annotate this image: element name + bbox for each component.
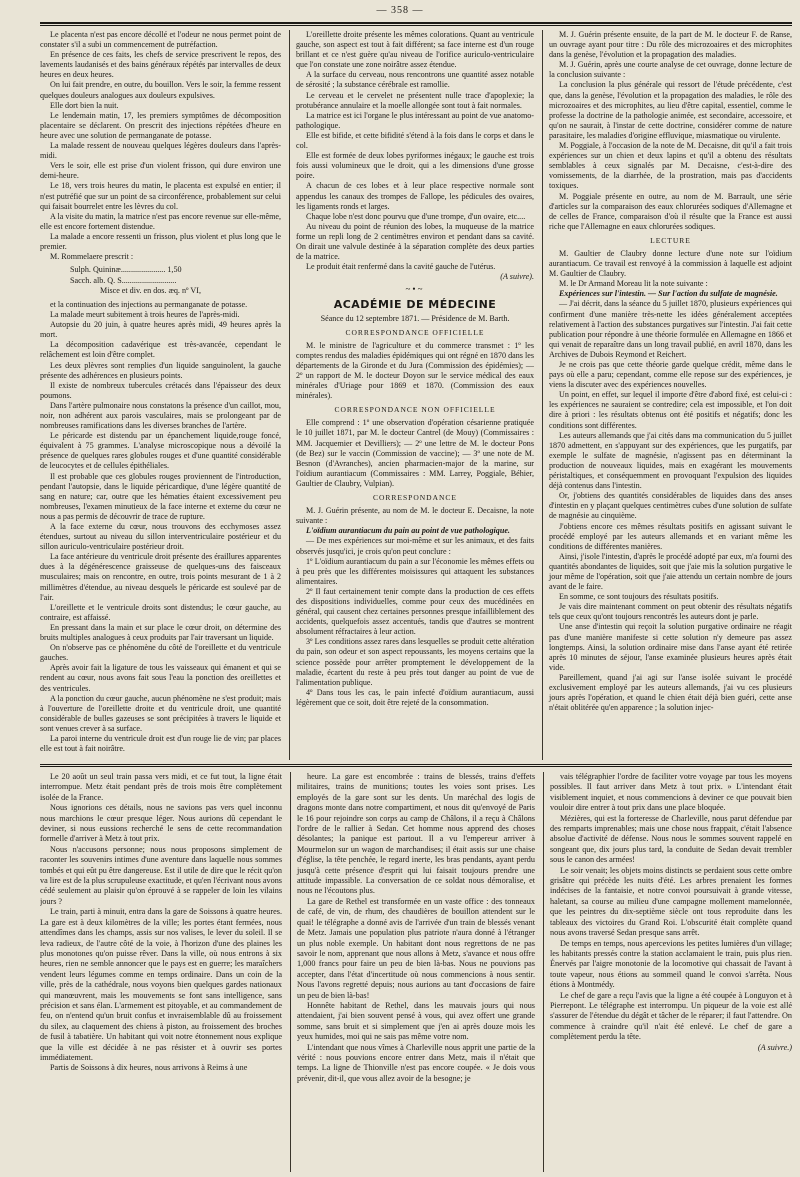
paragraph: A la visite du matin, la matrice n'est pas encore revenue sur elle-même, elle est encore fortement distendue. (40, 211, 281, 231)
paragraph: L'oreillette et le ventricule droits sont distendus; le cœur gauche, au contraire, est affaissé. (40, 602, 281, 622)
paragraph: Elle est formée de deux lobes pyriformes inégaux; le gauche est trois fois aussi volumineux que le droit, qui a les dimensions d'une grosse poire. (296, 151, 534, 181)
bottom-col3-paragraphs (550, 772, 792, 1043)
top-section (40, 30, 792, 760)
paragraph: Pareillement, quand j'ai agi sur l'anse isolée suivant le procédé exclusivement employé par les auteurs allemands, j'ai vu ces plusieurs jours après l'opération, et quand le chien était déjà bien guéri, cette anse n'était oblitérée qu'en apparence ; la solution injec- (549, 672, 792, 713)
paragraph: Elle comprend : 1º une observation d'opération césarienne pratiquée le 10 juillet 1871, par M. le docteur Cantrel (de Mouy) (Commissaires : MM. Jacquemier et Devilliers); — 2º une lettre de M. le docteur Pons (de Bez) sur le vaccin (Commission de vaccine); — 3º une note de M. Besnon (d'Avranches), ancien pharmacien-major de la marine, sur l'oïdium aurantiacum (Commissaires : MM. Larrey, Poggiale, Béhier, Gaultier de Claubry, Vulpian). (296, 418, 534, 488)
paragraph: 4º Dans tous les cas, le pain infecté d'oïdium aurantiacum, aussi légèrement que ce soit, doit être rejeté de la consommation. (296, 687, 534, 707)
paragraph: Le chef de gare a reçu l'avis que la ligne a été coupée à Longuyon et à Pierrepont. Le télégraphe est interrompu. Un piqueur de la voie est allé s'assurer de l'étendue du dégât et tâcher de le réparer; il faut l'attendre. On commence à craindre qu'il n'ait été enlevé. Le chef de gare a complètement perdu la tête. (550, 990, 792, 1042)
paragraph: M. J. Guérin présente ensuite, de la part de M. le docteur F. de Ranse, un ouvrage ayant pour titre : Du rôle des microzoaires et des microphites dans la genèse, l'évolution et la propagation des maladies. (549, 30, 792, 60)
col1-paragraphs (40, 30, 281, 262)
lecture-text: M. Gaultier de Claubry donne lecture d'une note sur l'oïdium aurantiacum. Ce travail est renvoyé à la commission à laquelle est adjoint M. Gaultier de Claubry. (549, 248, 792, 279)
paragraph: L'intendant que nous vîmes à Charleville nous apprit une partie de la vérité : nous pouvions encore entrer dans Metz, mais il n'était que temps. La ligne de Thionville n'est pas encore coupée. « Je dois vous prévenir, dit-il, que vous allez avoir de la besogne; je (297, 1042, 535, 1083)
paragraph: Le péricarde est distendu par un épanchement liquide,rouge foncé, équivalent à 75 grammes. L'analyse microscopique nous a dévoilé la présence de quelques rares globules rouges et d'une quantité considérable de leucocytes et de cellules épithéliales. (40, 431, 281, 471)
col3b-paragraphs (549, 299, 792, 713)
column-1 (40, 30, 281, 760)
paragraph: Chaque lobe n'est donc pourvu que d'une trompe, d'un ovaire, etc.... (306, 211, 526, 221)
feuilleton-section (40, 772, 792, 1172)
paragraph: La matrice est ici l'organe le plus intéressant au point de vue anatomo-pathologique. (296, 110, 534, 130)
paragraph: Les auteurs allemands que j'ai cités dans ma communication du 5 juillet 1870 admettent, en s'appuyant sur des expériences, que les purgatifs, par exemple le sulfate de magnésie, n'agissent pas en déterminant la production de nouveaux liquides, mais en exagérant les mouvements péristaltiques, et conséquemment en provoquant l'expulsion des liquides déjà contenus dans l'intestin. (549, 430, 792, 491)
paragraph: La décomposition cadavérique est très-avancée, cependant le relâchement est loin d'être complet. (40, 340, 281, 360)
recipe-line2-dots: .......................... (123, 275, 177, 285)
paragraph: De temps en temps, nous apercevions les petites lumières d'un village; les habitants pressés contre la station acclamaient le train, puis plus rien. Énervés par l'aigre monotonie de la locomotive qui chassait de l'avant à toute vapeur, nous étions au sommeil quand le convoi s'arrêta. Nous étions à Montmédy. (550, 938, 792, 990)
col1b-paragraphs (40, 300, 281, 754)
bottom-col2-paragraphs (297, 772, 535, 1084)
paragraph: Un point, en effet, sur lequel il importe d'être d'abord fixé, est celui-ci : les expériences ne sauraient se contredire; cela est impossible, et l'on doit dire à priori : les résultats obtenus ont été positifs et négatifs; donc les conditions sont différentes. (549, 390, 792, 430)
paragraph: J'obtiens encore ces mêmes résultats positifs en agissant suivant le procédé employé par les auteurs allemands et en variant même les conditions de différentes manières. (549, 521, 792, 551)
paragraph: En présence de ces faits, les chefs de service prescrivent le repos, des lavements laudanisés et des bains généraux répétés par intervalles de deux heures en deux heures. (40, 50, 281, 80)
paragraph: Nous n'accusons personne; nous nous proposons simplement de raconter les souvenirs intimes d'une aventure dans laquelle nous sommes tombés et qui eût pu être dangereuse. Est il utile de dire que le récit qu'on va lire est de la plus scrupuleuse exactitude, et qu'en l'écrivant nous avons cédé seulement au plaisir qu'on éprouvé à se rappeler de loin les vilains jours ? (40, 844, 282, 906)
paragraph: Partis de Soissons à dix heures, nous arrivons à Reims à une (50, 1063, 248, 1073)
paragraph: L'oreillette droite présente les mêmes colorations. Quant au ventricule gauche, son aspect est tout à fait différent; sa face interne est d'un rouge brillant et ce n'est guère qu'au niveau de l'orifice auriculo-ventriculaire que l'on constate une zone noirâtre assez étendue. (296, 30, 534, 70)
col2b-paragraphs (296, 536, 534, 708)
paragraph: Les deux plèvres sont remplies d'un liquide sanguinolent, la gauche présente des adhérences en plusieurs points. (40, 360, 281, 380)
paragraph: M. Rommelaere prescrit : (50, 252, 134, 262)
paragraph: — De mes expériences sur moi-même et sur les animaux, et des faits observés jusqu'ici, je crois qu'on peut conclure : (296, 536, 534, 556)
paragraph: — J'ai décrit, dans la séance du 5 juillet 1870, plusieurs expériences qui confirment d'une manière très-nette les idées généralement acceptées relativement à l'action des substances purgatives sur l'intestin. J'ai fait cette publication pour répondre à une théorie formulée en Allemagne en 1866 et qui venait de reparaître dans un long travail publié, en avril 1870, dans les Archives de Dubois Reymond et Reichert. (549, 299, 792, 359)
unofficial-correspondence-text (296, 418, 534, 489)
official-correspondence-text (296, 341, 534, 402)
paragraph: Elle est bifide, et cette bifidité s'étend à la fois dans le corps et dans le col. (296, 130, 534, 151)
paragraph: Le placenta n'est pas encore décollé et l'odeur ne nous permet point de constater s'il a subi un commencement de putréfaction. (40, 30, 281, 50)
col2-signature: (A suivre). (500, 272, 534, 282)
paragraph: A la surface du cerveau, nous rencontrons une quantité assez notable de sérosité ; la substance cérébrale est ramollie. (296, 70, 534, 90)
column-3 (542, 30, 792, 760)
correspondence-heading: CORRESPONDANCE (372, 493, 457, 503)
paragraph: 2º Il faut certainement tenir compte dans la production de ces effets des dispositions individuelles, comme pour ceux des mucédinées en général, qui causent chez certaines personnes presque infailliblement des accidents, quelquefois assez accentués, tandis que d'autres se montrent absolument réfractaires à leur action. (296, 586, 534, 637)
paragraph: Après avoir fait la ligature de tous les vaisseaux qui émanent et qui se rendent au cœur, nous avons fait sous l'eau la ponction des oreillettes et des ventricules. (40, 663, 281, 693)
paragraph: Vers le soir, elle est prise d'un violent frisson, qui dure environ une demi-heure. (40, 161, 281, 181)
paragraph: Le produit était renfermé dans la cavité gauche de l'utérus. (306, 262, 496, 272)
paragraph: Je ne crois pas que cette théorie garde quelque crédit, même dans le pays où elle a paru; cependant, comme elle repose sur des expériences, je viens la discuter avec des expériences nouvelles. (549, 360, 792, 390)
col2-paragraphs (296, 30, 534, 272)
paragraph: 1º L'oïdium aurantiacum du pain a sur l'économie les mêmes effets ou à peu près que les différentes moisissures qui attaquent les substances alimentaires. (296, 556, 534, 586)
paragraph: La malade meurt subitement à trois heures de l'après-midi. (50, 310, 240, 320)
paragraph: La malade a encore ressenti un frisson, plus violent et plus long que le premier. (40, 231, 281, 251)
official-correspondence-heading: CORRESPONDANCE OFFICIELLE (345, 327, 485, 337)
oidium-title: L'oïdium aurantiacum du pain au point de vue pathologique. (306, 526, 510, 536)
paragraph: Nous ignorions ces détails, nous ne savions pas vers quel inconnu nous marchions le cœur presque léger. Nous aurions dû cependant le deviner, si nous eussions recherché le sens de cette recommandation formelle d'arriver à Metz à tout prix. (40, 803, 282, 844)
paragraph: On n'observe pas ce phénomène du côté de l'oreillette et du ventricule gauches. (40, 643, 281, 663)
paragraph: Le 18, vers trois heures du matin, le placenta est expulsé en entier; il n'est putréfié que sur un point de sa circonférence, probablement sur celui qui faisait bourrelet entre les lèvres du col. (40, 181, 281, 211)
column-2 (289, 30, 534, 760)
paragraph: M. J. Guérin, après une courte analyse de cet ouvrage, donne lecture de la conclusion suivante : (549, 60, 792, 80)
paragraph: La conclusion la plus générale qui ressort de l'étude précédente, c'est que, dans la genèse, l'évolution et la propagation des maladies, le rôle des microzoaires et des microphites, au lieu d'être capital, essentiel, comme le professe la doctrine de la pathologie animée, est secondaire, accessoire, et qu'on ne saurait, à l'instar de cette doctrine, considérer comme de nature parasitaire, les maladies d'origine effluvique, miasmatique ou virulente. (549, 80, 792, 140)
paragraph: Il est probable que ces globules rouges proviennent de l'introduction, pendant l'autopsie, dans le liquide péricardique, d'une légère quantité de sang en nature; car, outre que les hématies étaient excessivement peu nombreuses, l'examen minutieux de la face interne et externe du cœur ne nous a pas permis de découvrir de trace de rupture. (40, 471, 281, 521)
paragraph: Je vais dire maintenant comment on peut obtenir des résultats négatifs tels que ceux qu'ont toujours rencontrés les auteurs dont je parle. (549, 602, 792, 622)
bottom-column-1 (40, 772, 282, 1172)
paragraph: Le soir venait; les objets moins distincts se perdaient sous cette ombre grisâtre qui précède les nuits d'été. Les arbres prenaient les formes indécises de la fantaisie, et notre convoi poursuivait à grande vitesse, haletant, sa course au milieu d'une campagne mollement mamelonnée, que les peintres du dix-septième siècle ont tous reproduite dans les tableaux des victoires du Grand Roi. L'obscurité était complète quand nous avons traversé Sedan presque sans arrêt. (550, 865, 792, 938)
paragraph: A la face externe du cœur, nous trouvons des ecchymoses assez étendues, surtout au niveau du sillon interventriculaire postérieur et du sillon auriculo-ventriculaire postérieur droit. (40, 522, 281, 552)
feuilleton-separator (40, 764, 792, 767)
paragraph: 3º Les conditions assez rares dans lesquelles se produit cette altération du pain, son odeur et son aspect repoussants, les moyens certains que la science possède pour arrêter promptement le développement de la maladie, écartent du reste à peu près tout danger au point de vue de l'alimentation publique. (296, 637, 534, 687)
paragraph: Le cerveau et le cervelet ne présentent nulle trace d'apoplexie; la protubérance annulaire et la moelle allongée sont tout à fait normales. (296, 90, 534, 110)
paragraph: Or, j'obtiens des quantités considérables de liquides dans des anses d'intestin en y plaçant quelques centimètres cubes d'une solution de sulfate de magnésie au cinquième. (549, 491, 792, 521)
paragraph: Honnête habitant de Rethel, dans les mauvais jours qui nous attendaient, j'ai bien souvent pensé à vous, qui avez offert une grande somme, sans bruit et si simplement que j'en ai après douze mois les yeux humides, moi qui ne sais pas même votre nom. (297, 1000, 535, 1042)
paragraph: vais télégraphier l'ordre de faciliter votre voyage par tous les moyens possibles. Il faut arriver dans Metz à tout prix. » L'intendant était visiblement inquiet, et nous commencions à deviner ce que pouvait bien vouloir dire entrer à tout prix dans une place bloquée. (550, 772, 792, 813)
prescription (70, 265, 281, 297)
paragraph: En somme, ce sont toujours des résultats positifs. (559, 592, 719, 602)
recipe-line1-qty: 1,50 (167, 265, 182, 275)
lecture-heading: LECTURE (650, 235, 691, 245)
paragraph: Le 20 août un seul train passa vers midi, et ce fut tout, la ligne était interrompue. Metz était pendant près de trois mois être complètement isolée de la France. (40, 772, 282, 802)
paragraph: On lui fait prendre, en outre, du bouillon. Vers le soir, la femme ressent quelques douleurs analogues aux douleurs expulsives. (40, 80, 281, 100)
paragraph: et la continuation des injections au permanganate de potasse. (50, 299, 248, 309)
page-number: — 358 — (376, 5, 424, 16)
paragraph: A la ponction du cœur gauche, aucun phénomène ne s'est produit; mais à l'ouverture de l'oreillette droite et du ventricule droit, une quantité considérable de bulles gazeuses se sont précipitées à travers le liquide et sont venues crever à sa surface. (40, 693, 281, 733)
paragraph: M. le ministre de l'agriculture et du commerce transmet : 1º les comptes rendus des maladies épidémiques qui ont régné en 1870 dans les départements de la Gironde et du Jura (Commission des épidémies); — 2º un rapport de M. le docteur Doyon sur le service médical des eaux minérales d'Uriage pour 1869 et 1870. (Commission des eaux minérales). (296, 340, 534, 401)
recipe-line2-name: Sacch. alb. Q. S. (70, 275, 124, 285)
paragraph: Au niveau du point de réunion des lobes, la muqueuse de la matrice forme un repli long de 2 centimètres environ et pendant dans sa cavité. On dirait une valvule destinée à la séparation complète des deux parties de la matrice. (296, 221, 534, 262)
paragraph: Une anse d'intestin qui reçoit la solution purgative ordinaire ne réagit pas d'une manière manifeste si cette solution n'y demeure pas assez longtemps. Ainsi, la solution ordinaire mise dans l'anse ayant été retirée après 10 minutes de séjour, l'anse examinée plusieurs heures après était vide. (549, 622, 792, 672)
paragraph: Mézières, qui est la forteresse de Charleville, nous parut défendue par des remparts imprenables; mais une chose nous frappait, c'était l'absence absolue d'activité de défense. Nous nous le sommes souvent rappelé en songeant que, dix jours plus tard, la conduite de Sedan devait trembler sous le canon des armées! (550, 813, 792, 865)
paragraph: Elle dort bien la nuit. (50, 100, 119, 110)
paragraph: En pressant dans la main et sur place le cœur droit, on détermine des bruits multiples analogues à ceux produits par l'air traversant un liquide. (40, 622, 281, 643)
paragraph: heure. La gare est encombrée : trains de blessés, trains d'effets militaires, trains de munitions; toutes les voies sont prises. Les employés de la gare sont sur les dents. Un maréchal des logis de dragons monte dans notre compartiment, et nous dit qu'envoyé de Paris le 16 pour rejoindre son corps au camp de Châlons, il a reçu à Châlons l'ordre de le rallier à Sedan. Cet homme nous apprend des choses désolantes; la panique est partout. Il a vu l'empereur arriver à Mourmelon sur un wagon de marchandises; il était assis sur une chaise d'église, la tête penchée, le regard inerte, les bras pendants, ayant perdu jusqu'à cette présence d'esprit qui lui faisait toujours prendre une attitude impassible. La conversation de ce soldat nous démoralise, et nous ne l'écoutons plus. (297, 772, 535, 896)
paragraph: Le lendemain matin, 17, les premiers symptômes de décomposition placentaire se déclarent. On prescrit des injections répétées d'heure en heure avec une solution de permanganate de potasse. (40, 110, 281, 140)
paragraph: Le train, parti à minuit, entra dans la gare de Soissons à quatre heures. La gare est à deux kilomètres de la ville; les portes étant fermées, nous attendîmes dans les champs, assis sur nos valises, le lever du soleil. Il se leva radieux, de l'autre côté de la voie, à l'horizon d'une des plaines les plus monotones qu'on puisse rêver. Dans la ville, où nous entrons à six heures, rien ne semble annoncer que le pays est en guerre; les maraîchers vendent leurs légumes comme en temps ordinaire. Dans un coin de la ville, près de la cathédrale, nous voyons bien quelques gardes nationaux qui manœuvrent, mais les mouvements se font sans intelligence, sans précision et sans élan. L'armement est pitoyable, et au commandement de feu, on n'entend qu'un bruit confus et invraisemblable dû au froissement du silex, au claquement des chiens à piston, au froissement des broches de fusil à tabatière. Un habitant qui voit notre étonnement nous explique que la ville est décidée à ne pas résister et à ouvrir ses portes immédiatement. (40, 907, 282, 1062)
paragraph: Dans l'artère pulmonaire nous constatons la présence d'un caillot, mou, noir, non adhérent aux parois vasculaires, mais se prolongeant par de nombreuses ramifications dans les diverses branches de l'artère. (40, 400, 281, 431)
paragraph: La paroi interne du ventricule droit est d'un rouge lie de vin; par places elle est tout à fait noirâtre. (40, 733, 281, 754)
top-rule (40, 22, 792, 26)
paragraph: M. Poggiale, à l'occasion de la note de M. Decaisne, dit qu'il a fait trois expériences sur un chien et deux lapins et qu'il a obtenu des résultats semblables à ceux signalés par M. Decaisne, c'est-à-dire des vomissements, de la diarrhée, de la prostration, mais pas d'accidents toxiques. (549, 141, 792, 191)
correspondence-intro: M. J. Guérin présente, au nom de M. le docteur E. Decaisne, la note suivante : (296, 506, 534, 526)
paragraph: La malade ressent de nouveau quelques légères douleurs dans l'après-midi. (40, 141, 281, 161)
recipe-line3: Misce et div. en dos. æq. nº VI, (100, 286, 201, 296)
paragraph: A chacun de ces lobes et à leur place respective normale sont appendus les canaux des trompes de Fallope, les pédicules des ovaires, les ligaments ronds et larges. (296, 181, 534, 211)
paragraph: La gare de Rethel est transformée en un vaste office : des tonneaux de café, de vin, de rhum, des chaudières de bouillon attendent sur le quai! le télégraphe a donné avis de l'arrivée d'un train de blessés venant de Metz. Jamais une population plus patriote n'aura donné à l'étranger un plus noble exemple. Un habitant dont nous regrettons de ne pas savoir le nom, apprenant que nous allons à Metz, s'avance et nous offre 1,000 francs pour faire un peu de bien là-bas. Nous ne pouvions pas accepter, dans l'état d'incertitude où nous commencions à nous sentir. Nous l'avons regretté depuis; nous aurions au tant d'occasions de faire un peu de bien là-bas! (297, 896, 535, 1000)
paragraph: M. Poggiale présente en outre, au nom de M. Barrault, une série d'articles sur la comparaison des eaux chlorurées sodiques d'Allemagne et de celles de France, comparaison d'où il résulte que la France est aussi riche que l'Allemagne en eaux chlorurées sodiques. (549, 191, 792, 231)
paragraph: Il existe de nombreux tubercules crétacés dans l'épaisseur des deux poumons. (40, 380, 281, 400)
recipe-line1-dots: ...................... (120, 265, 166, 275)
bottom-col1-paragraphs (40, 772, 282, 1074)
unofficial-correspondence-heading: CORRESPONDANCE NON OFFICIELLE (334, 405, 496, 415)
col3-paragraphs (549, 30, 792, 232)
recipe-line1-name: Sulph. Quininæ (70, 265, 121, 275)
paragraph: La face antérieure du ventricule droit présente des éraillures apparentes dues à la dégénérescence graisseuse de quelques-uns des faisceaux musculaires; mais on rencontre, en outre, trois points mesurant de 1 à 2 millimètres d'étendue, au niveau desquels le péricarde est soulevé par de l'air. (40, 552, 281, 602)
moreau-title: Expériences sur l'intestin. — Sur l'action du sulfate de magnésie. (559, 289, 778, 299)
academy-title: ACADÉMIE DE MÉDECINE (333, 298, 497, 312)
paragraph: Ainsi, j'isole l'intestin, d'après le procédé adopté par eux, m'a fourni des quantités abondantes de liquides, soit que j'aie mis la solution purgative le jour même de l'opération, soit que j'aie attendu un certain nombre de jours avant de le faire. (549, 551, 792, 592)
feuilleton-signature: (A suivre.) (757, 1042, 792, 1052)
bottom-column-2 (290, 772, 535, 1172)
paragraph: Autopsie du 20 juin, à quatre heures après midi, 49 heures après la mort. (40, 320, 281, 340)
seance-line: Séance du 12 septembre 1871. — Présidence de M. Barth. (320, 313, 510, 323)
moreau-intro: M. le Dr Armand Moreau lit la note suivante : (559, 279, 708, 289)
bottom-column-3 (543, 772, 792, 1172)
ornament-divider: ~•~ (405, 284, 425, 295)
